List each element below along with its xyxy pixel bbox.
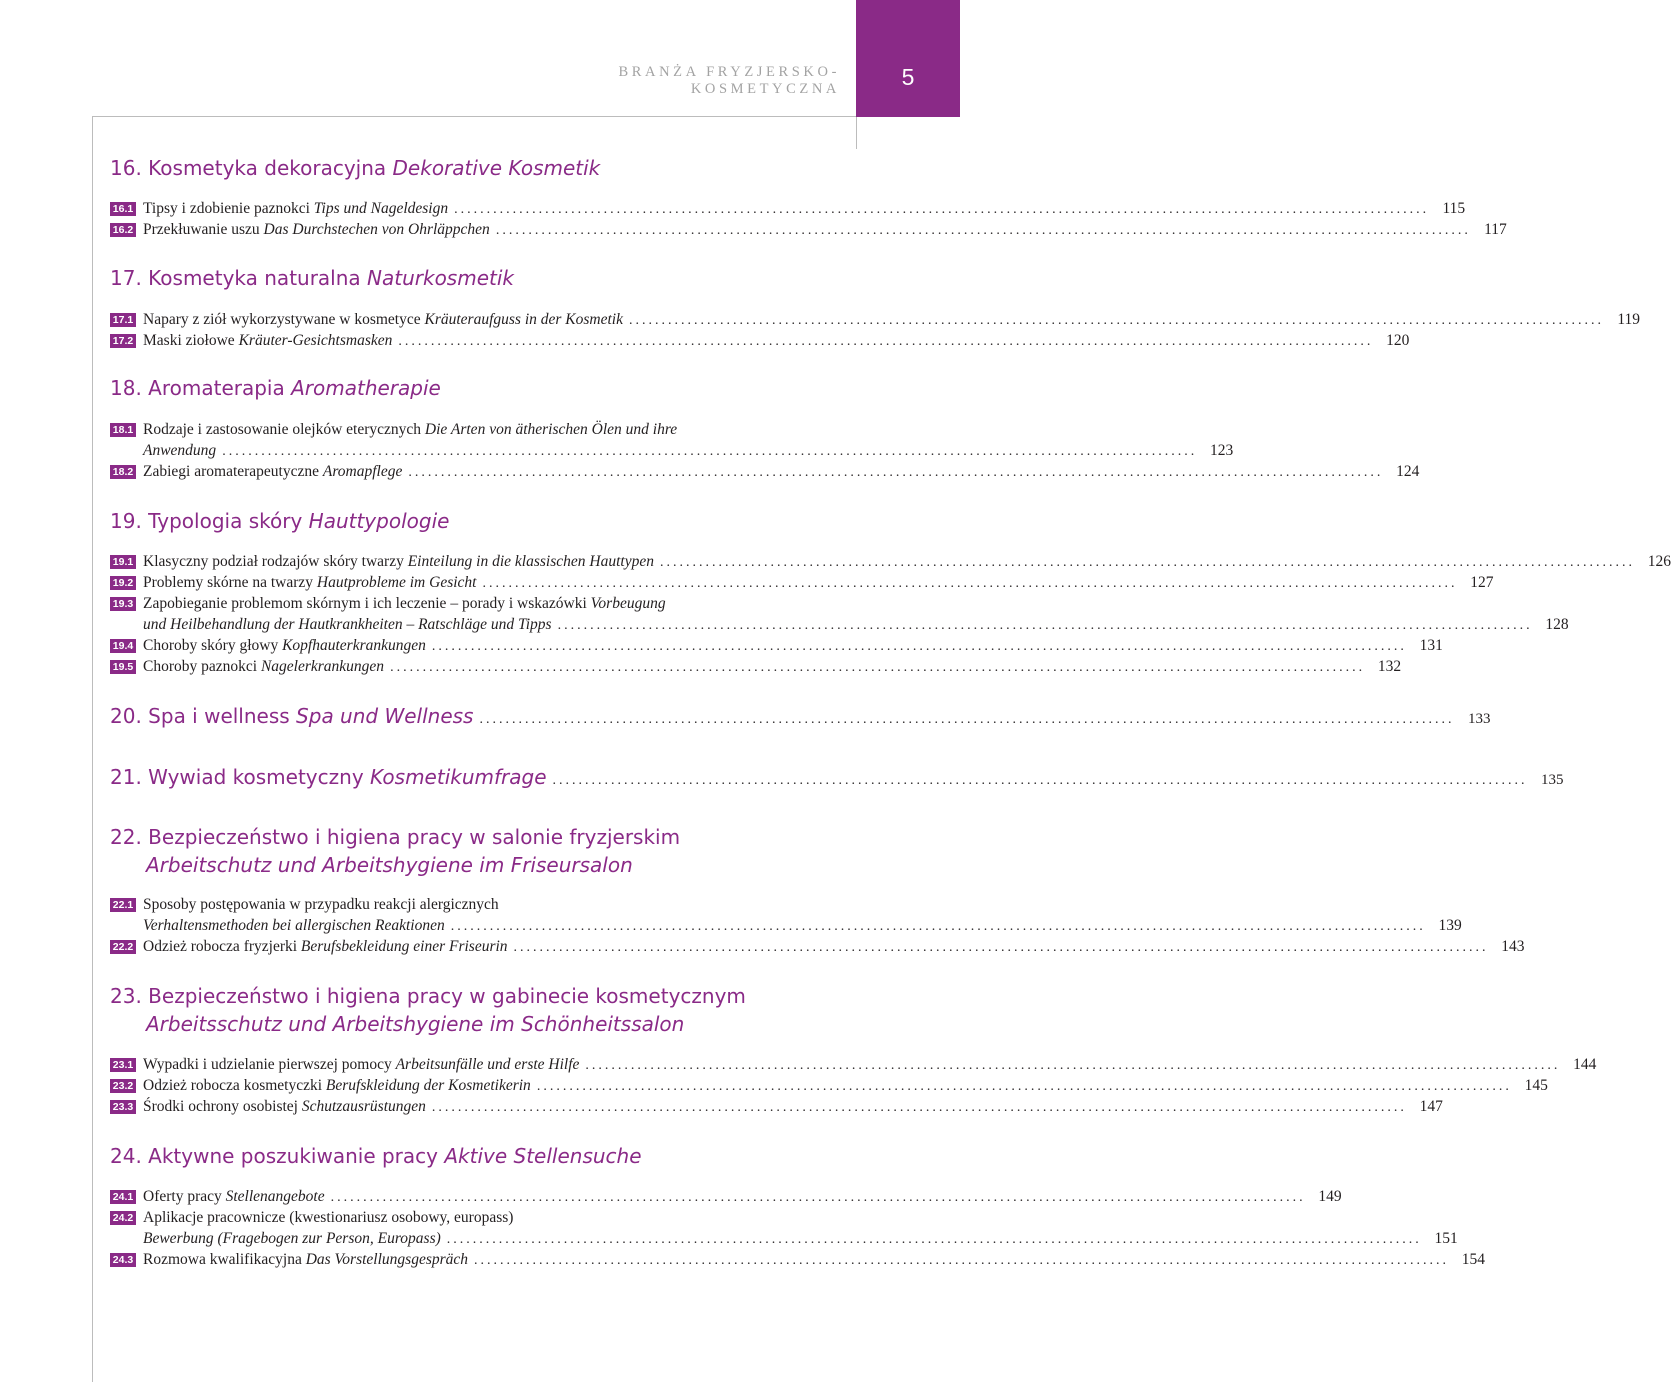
toc-entry-24-3[interactable]: 24.3 Rozmowa kwalifikacyjna Das Vorstellungsgespräch ...................................................................................................................................................... 154 xyxy=(110,1249,837,1271)
page-number-tab: 5 xyxy=(856,0,960,117)
section-badge: 18.2 xyxy=(110,465,136,479)
section-badge: 24.3 xyxy=(110,1253,136,1267)
chapter-18-heading[interactable]: 18. Aromaterapia Aromatherapie xyxy=(110,376,441,400)
page-number: 119 xyxy=(1617,311,1640,328)
section-badge: 24.1 xyxy=(110,1190,136,1204)
toc-entry-19-1[interactable]: 19.1 Klasyczny podział rodzajów skóry twarzy Einteilung in die klassischen Hauttypen ...................................................................................................................................................... 126 xyxy=(110,551,837,573)
toc-entry-23-3[interactable]: 23.3 Środki ochrony osobistej Schutzausrüstungen ...................................................................................................................................................... 147 xyxy=(110,1096,837,1118)
toc-entry-23-2[interactable]: 23.2 Odzież robocza kosmetyczki Berufskleidung der Kosmetikerin ...................................................................................................................................................... 145 xyxy=(110,1075,837,1097)
section-badge: 18.1 xyxy=(110,423,136,437)
toc-entry-18-2[interactable]: 18.2 Zabiegi aromaterapeutyczne Aromapflege ...................................................................................................................................................... 124 xyxy=(110,461,837,483)
running-header: BRANŻA FRYZJERSKO-KOSMETYCZNA xyxy=(618,64,840,97)
page-number: 139 xyxy=(1438,917,1462,934)
section-badge: 16.1 xyxy=(110,202,136,216)
frame-line-top xyxy=(92,116,856,117)
page-number: 124 xyxy=(1396,463,1420,480)
toc-entry-22-2[interactable]: 22.2 Odzież robocza fryzjerki Berufsbekleidung einer Friseurin ...................................................................................................................................................... 143 xyxy=(110,936,837,958)
chapter-23-heading[interactable]: 23. Bezpieczeństwo i higiena pracy w gabinecie kosmetycznym Arbeitsschutz und Arbeitshygiene im Schönheitssalon xyxy=(110,984,746,1036)
chapter-16-heading[interactable]: 16. Kosmetyka dekoracyjna Dekorative Kosmetik xyxy=(110,156,601,180)
page-number: 149 xyxy=(1318,1188,1342,1205)
page-number: 135 xyxy=(1541,772,1564,788)
page-number: 132 xyxy=(1377,658,1402,675)
toc-entry-22-1[interactable]: 22.1 Sposoby postępowania w przypadku reakcji alergicznych Verhaltensmethoden bei allergischen Reaktionen ...................................................................................................................................................... 139 xyxy=(110,894,837,937)
page-number: 151 xyxy=(1434,1230,1458,1247)
chapter-22-heading[interactable]: 22. Bezpieczeństwo i higiena pracy w salonie fryzjerskim Arbeitschutz und Arbeitshygiene im Friseursalon xyxy=(110,825,681,877)
page-number: 131 xyxy=(1419,637,1443,654)
chapter-19-heading[interactable]: 19. Typologia skóry Hauttypologie xyxy=(110,509,450,533)
toc-entry-16-2[interactable]: 16.2 Przekłuwanie uszu Das Durchstechen von Ohrläppchen ...................................................................................................................................................... 117 xyxy=(110,219,837,241)
page-number: 128 xyxy=(1545,616,1569,633)
page-number: 143 xyxy=(1501,938,1525,955)
section-badge: 23.2 xyxy=(110,1079,136,1093)
section-badge: 17.1 xyxy=(110,313,136,327)
section-badge: 22.1 xyxy=(110,898,136,912)
section-badge: 23.1 xyxy=(110,1058,136,1072)
chapter-24-heading[interactable]: 24. Aktywne poszukiwanie pracy Aktive Stellensuche xyxy=(110,1144,642,1168)
section-badge: 22.2 xyxy=(110,940,136,954)
section-badge: 19.1 xyxy=(110,555,136,569)
page-number: 147 xyxy=(1419,1098,1443,1115)
chapter-17-heading[interactable]: 17. Kosmetyka naturalna Naturkosmetik xyxy=(110,266,514,290)
toc-entry-19-5[interactable]: 19.5 Choroby paznokci Nagelerkrankungen ...................................................................................................................................................... 132 xyxy=(110,656,837,678)
section-badge: 19.5 xyxy=(110,660,136,674)
page-number: 115 xyxy=(1442,200,1466,217)
frame-line-left xyxy=(92,116,93,1382)
toc-entry-23-1[interactable]: 23.1 Wypadki i udzielanie pierwszej pomocy Arbeitsunfälle und erste Hilfe ...................................................................................................................................................... 144 xyxy=(110,1054,837,1076)
toc-entry-17-1[interactable]: 17.1 Napary z ziół wykorzystywane w kosmetyce Kräuteraufguss in der Kosmetik ...................................................................................................................................................... 119 xyxy=(110,309,837,331)
toc-entry-17-2[interactable]: 17.2 Maski ziołowe Kräuter-Gesichtsmasken ...................................................................................................................................................... 120 xyxy=(110,330,837,352)
section-badge: 19.2 xyxy=(110,576,136,590)
toc-entry-19-2[interactable]: 19.2 Problemy skórne na twarzy Hautprobleme im Gesicht ...................................................................................................................................................... 127 xyxy=(110,572,837,594)
section-badge: 16.2 xyxy=(110,223,136,237)
page-number: 133 xyxy=(1467,711,1491,727)
toc-entry-19-4[interactable]: 19.4 Choroby skóry głowy Kopfhauterkrankungen ...................................................................................................................................................... 131 xyxy=(110,635,837,657)
chapter-20-heading[interactable]: 20. Spa i wellness Spa und Wellness ...................................................................................................................................................... 133 xyxy=(110,702,840,734)
section-badge: 19.4 xyxy=(110,639,136,653)
section-badge: 19.3 xyxy=(110,597,136,611)
section-badge: 24.2 xyxy=(110,1211,136,1225)
frame-line-right xyxy=(856,117,857,149)
toc-entry-24-2[interactable]: 24.2 Aplikacje pracownicze (kwestionariusz osobowy, europass) Bewerbung (Fragebogen zur Person, Europass) ...................................................................................................................................................... 151 xyxy=(110,1207,837,1250)
section-badge: 23.3 xyxy=(110,1100,136,1114)
page-number: 117 xyxy=(1484,221,1507,238)
page-number: 127 xyxy=(1470,574,1494,591)
page-number: 123 xyxy=(1209,442,1234,459)
chapter-21-heading[interactable]: 21. Wywiad kosmetyczny Kosmetikumfrage ...................................................................................................................................................... 135 xyxy=(110,763,840,795)
toc-entry-19-3[interactable]: 19.3 Zapobieganie problemom skórnym i ich leczenie – porady i wskazówki Vorbeugung und Heilbehandlung der Hautkrankheiten – Ratschläge und Tipps ...................................................................................................................................................... 128 xyxy=(110,593,837,636)
page-number: 145 xyxy=(1524,1077,1548,1094)
page-number: 126 xyxy=(1647,553,1671,570)
toc-entry-18-1[interactable]: 18.1 Rodzaje i zastosowanie olejków eterycznych Die Arten von ätherischen Ölen und ihre Anwendung ...................................................................................................................................................... 123 xyxy=(110,419,837,462)
page-number: 144 xyxy=(1573,1056,1597,1073)
toc-entry-24-1[interactable]: 24.1 Oferty pracy Stellenangebote ...................................................................................................................................................... 149 xyxy=(110,1186,837,1208)
toc-entry-16-1[interactable]: 16.1 Tipsy i zdobienie paznokci Tips und Nageldesign ...................................................................................................................................................... 115 xyxy=(110,198,837,220)
section-badge: 17.2 xyxy=(110,334,136,348)
page-number: 120 xyxy=(1386,332,1410,349)
page-number: 154 xyxy=(1461,1251,1486,1268)
